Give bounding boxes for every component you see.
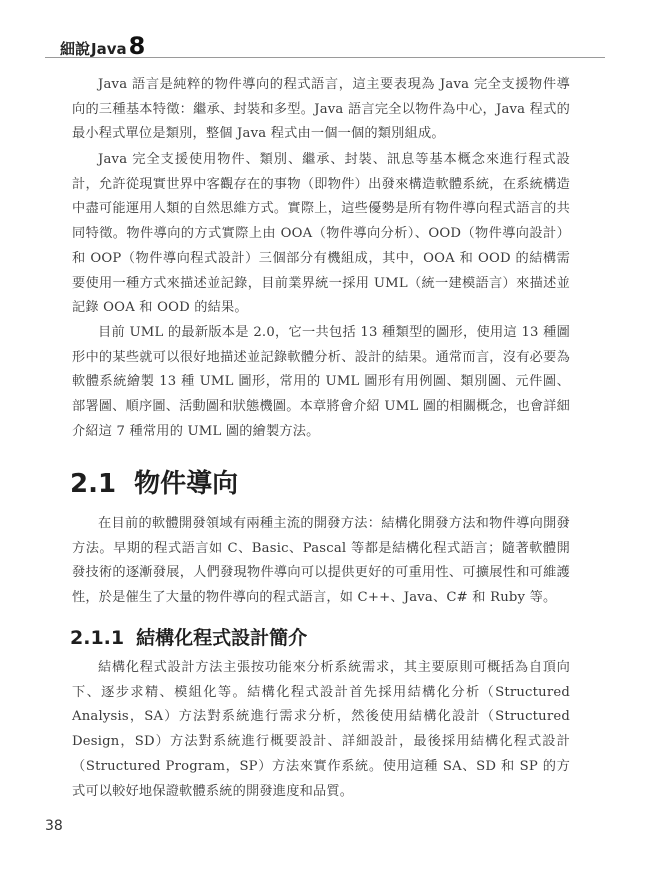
- subsection-number: 2.1.1: [70, 627, 125, 649]
- body-paragraph-1: Java 語言是純粹的物件導向的程式語言，這主要表現為 Java 完全支援物件導向的三種基本特徵：繼承、封裝和多型。Java 語言完全以物件為中心，Java 程式的最小程式單位是類別，整個 Java 程式由一個一個的類別組成。: [72, 77, 570, 142]
- header-divider: [45, 57, 605, 58]
- body-paragraph-2: Java 完全支援使用物件、類別、繼承、封裝、訊息等基本概念來進行程式設計，允許從現實世界中客觀存在的事物（即物件）出發來構造軟體系統，在系統構造中盡可能運用人類的自然思維方式。實際上，這些優勢是所有物件導向程式語言的共同特徵。物件導向的方式實際上由 OOA（物件導向分析）、OOD（物件導向設計）和 OOP（物件導向程式設計）三個部分有機組成，其中，OOA 和 OOD 的結構需要使用一種方式來描述並記錄，目前業界統一採用 UML（統一建模語言）來描述並記錄 OOA 和 OOD 的結果。: [72, 152, 570, 316]
- section-heading: [70, 463, 238, 500]
- book-title-number: 8: [128, 32, 146, 60]
- running-header: [60, 34, 145, 59]
- section-title: 物件導向: [134, 469, 239, 499]
- page-number: 38: [45, 818, 63, 834]
- book-title-prefix: 細說: [60, 40, 91, 58]
- subsection-title: 結構化程式設計簡介: [136, 627, 308, 649]
- section-number: 2.1: [70, 469, 117, 499]
- subsection-heading: [70, 623, 307, 650]
- body-paragraph-4: 在目前的軟體開發領域有兩種主流的開發方法：結構化開發方法和物件導向開發方法。早期的程式語言如 C、Basic、Pascal 等都是結構化程式語言；隨著軟體開發技術的逐漸發展，人們發現物件導向可以提供更好的可重用性、可擴展性和可維護性，於是催生了大量的物件導向的程式語言，如 C++、Java、C# 和 Ruby 等。: [72, 516, 570, 606]
- book-title-java: Java: [91, 40, 127, 58]
- body-paragraph-3: 目前 UML 的最新版本是 2.0，它一共包括 13 種類型的圖形，使用這 13 種圖形中的某些就可以很好地描述並記錄軟體分析、設計的結果。通常而言，沒有必要為軟體系統繪製 13 種 UML 圖形，常用的 UML 圖形有用例圖、類別圖、元件圖、部署圖、順序圖、活動圖和狀態機圖。本章將會介紹 UML 圖的相關概念，也會詳細介紹這 7 種常用的 UML 圖的繪製方法。: [72, 325, 570, 439]
- body-paragraph-5: 結構化程式設計方法主張按功能來分析系統需求，其主要原則可概括為自頂向下、逐步求精、模組化等。結構化程式設計首先採用結構化分析（Structured Analysis，SA）方法對系統進行需求分析，然後使用結構化設計（Structured Design，SD）方法對系統進行概要設計、詳細設計，最後採用結構化程式設計（Structured Program，SP）方法來實作系統。使用這種 SA、SD 和 SP 的方式可以較好地保證軟體系統的開發進度和品質。: [72, 660, 570, 799]
